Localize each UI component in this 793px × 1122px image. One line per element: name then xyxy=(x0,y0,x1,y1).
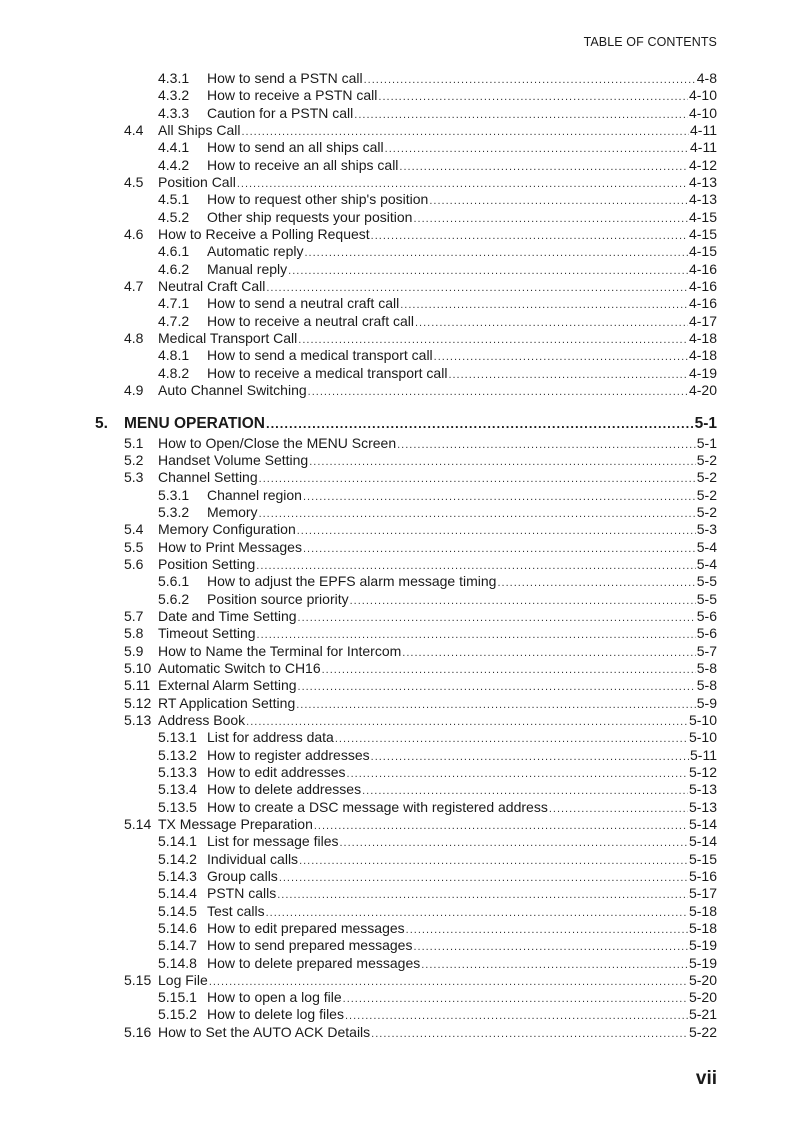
toc-entry-number: 5.14 xyxy=(124,815,152,832)
toc-entry-title: Timeout Setting xyxy=(158,625,256,642)
toc-entry-title: Position source priority xyxy=(207,590,349,607)
toc-entry-page: 4-15 xyxy=(688,225,717,242)
toc-entry-number: 5.16 xyxy=(124,1023,152,1040)
dot-leader xyxy=(371,1028,688,1040)
toc-entry-page: 5-20 xyxy=(688,989,717,1006)
toc-entry[interactable] xyxy=(158,729,717,747)
toc-entry[interactable] xyxy=(124,625,717,643)
toc-entry-page: 5-13 xyxy=(688,798,717,815)
toc-entry[interactable] xyxy=(124,174,717,192)
dot-leader xyxy=(241,126,689,138)
toc-entry-number: 4.7.1 xyxy=(158,295,190,312)
toc-entry-page: 5-9 xyxy=(696,694,717,711)
toc-entry-title: How to Receive a Polling Request xyxy=(158,225,370,242)
toc-entry-title: How to register addresses xyxy=(207,746,370,763)
dot-leader xyxy=(257,629,696,641)
toc-entry[interactable] xyxy=(124,643,717,661)
toc-entry-page: 4-15 xyxy=(688,243,717,260)
dot-leader xyxy=(322,664,696,676)
toc-entry-title: Automatic reply xyxy=(207,243,304,260)
toc-entry-page: 5-18 xyxy=(688,919,717,936)
toc-entry-title: How to send an all ships call xyxy=(207,139,384,156)
toc-entry-number: 5.6.1 xyxy=(158,573,190,590)
toc-entry-page: 5-15 xyxy=(688,850,717,867)
toc-entry-page: 5-6 xyxy=(696,625,717,642)
toc-entry-page: 5-14 xyxy=(688,833,717,850)
toc-entry[interactable] xyxy=(124,469,717,487)
toc-entry-title: Manual reply xyxy=(207,260,288,277)
toc-entry-page: 5-18 xyxy=(688,902,717,919)
toc-entry-title: How to edit addresses xyxy=(207,763,346,780)
toc-entry-title: How to Open/Close the MENU Screen xyxy=(158,434,397,451)
toc-entry-number: 5.14.1 xyxy=(158,833,197,850)
dot-leader xyxy=(277,889,688,901)
dot-leader xyxy=(364,74,696,86)
toc-entry-title: Handset Volume Setting xyxy=(158,451,309,468)
toc-entry-page: 4-15 xyxy=(688,208,717,225)
toc-entry-title: How to delete prepared messages xyxy=(207,954,421,971)
toc-entry-number: 5.13.1 xyxy=(158,729,197,746)
dot-leader xyxy=(371,230,688,242)
toc-entry-number: 5.14.8 xyxy=(158,954,197,971)
dot-leader xyxy=(298,612,696,624)
toc-entry-page: 5-6 xyxy=(696,607,717,624)
toc-entry-title: How to Print Messages xyxy=(158,538,302,555)
dot-leader xyxy=(421,959,688,971)
toc-entry[interactable] xyxy=(124,521,717,539)
dot-leader xyxy=(266,907,688,919)
toc-entry-page: 5-12 xyxy=(688,763,717,780)
toc-entry-number: 5.15.1 xyxy=(158,989,197,1006)
toc-entry-title: Date and Time Setting xyxy=(158,607,297,624)
toc-entry-number: 4.3.2 xyxy=(158,87,190,104)
toc-entry[interactable] xyxy=(158,487,717,505)
dot-leader xyxy=(209,976,688,988)
toc-entry[interactable] xyxy=(158,105,717,123)
toc-entry-page: 5-2 xyxy=(696,486,717,503)
dot-leader xyxy=(415,317,688,329)
toc-entry-title: Group calls xyxy=(207,867,278,884)
toc-entry-title: Test calls xyxy=(207,902,265,919)
toc-entry-number: 4.7.2 xyxy=(158,312,190,329)
toc-entry-page: 4-19 xyxy=(688,364,717,381)
toc-entry-page: 4-13 xyxy=(688,191,717,208)
dot-leader xyxy=(345,1010,688,1022)
toc-entry[interactable] xyxy=(158,781,717,799)
toc-entry-number: 4.7 xyxy=(124,277,144,294)
toc-entry-number: 5.9 xyxy=(124,642,144,659)
dot-leader xyxy=(448,369,688,381)
dot-leader xyxy=(303,543,696,555)
toc-entry-title: Other ship requests your position xyxy=(207,208,413,225)
toc-entry-title: External Alarm Setting xyxy=(158,677,297,694)
toc-entry-number: 4.5 xyxy=(124,173,144,190)
dot-leader xyxy=(256,560,695,572)
toc-entry-number: 4.5.2 xyxy=(158,208,190,225)
toc-entry-number: 4.8.1 xyxy=(158,347,190,364)
toc-entry-page: 5-19 xyxy=(688,954,717,971)
toc-entry[interactable] xyxy=(158,799,717,817)
dot-leader xyxy=(497,577,695,589)
toc-entry-title: How to send a PSTN call xyxy=(207,70,363,86)
toc-entry-page: 5-21 xyxy=(688,1006,717,1023)
toc-entry[interactable] xyxy=(124,1024,717,1042)
toc-entry-number: 5.15.2 xyxy=(158,1006,197,1023)
toc-entry[interactable] xyxy=(158,87,717,105)
toc-entry[interactable] xyxy=(158,139,717,157)
toc-entry-page: 5-22 xyxy=(688,1023,717,1040)
toc-entry-page: 5-19 xyxy=(688,937,717,954)
toc-entry-page: 4-11 xyxy=(690,121,717,138)
toc-entry-number: 5. xyxy=(95,415,108,433)
toc-entry-number: 4.5.1 xyxy=(158,191,190,208)
dot-leader xyxy=(429,195,688,207)
toc-entry-page: 4-17 xyxy=(688,312,717,329)
toc-entry-page: 4-12 xyxy=(688,156,717,173)
dot-leader xyxy=(397,439,696,451)
toc-entry[interactable] xyxy=(124,330,717,348)
dot-leader xyxy=(406,924,688,936)
toc-entry-page: 4-16 xyxy=(688,295,717,312)
toc-entry[interactable] xyxy=(158,261,717,279)
dot-leader xyxy=(371,751,689,763)
toc-entry-title: Position Call xyxy=(158,173,236,190)
dot-leader xyxy=(350,595,696,607)
toc-entry-title: Channel region xyxy=(207,486,302,503)
running-header: TABLE OF CONTENTS xyxy=(583,35,717,49)
toc-entry[interactable] xyxy=(158,157,717,175)
page-number: vii xyxy=(695,1068,717,1089)
toc-entry-number: 4.8.2 xyxy=(158,364,190,381)
dot-leader xyxy=(299,855,688,867)
toc-entry-number: 5.13.3 xyxy=(158,763,197,780)
toc-entry-title: How to open a log file xyxy=(207,989,342,1006)
toc-entry-number: 5.14.7 xyxy=(158,937,197,954)
toc-entry-title: How to Set the AUTO ACK Details xyxy=(158,1023,371,1040)
toc-entry-number: 4.6.2 xyxy=(158,260,190,277)
toc-entry-number: 5.3.2 xyxy=(158,503,190,520)
toc-entry[interactable] xyxy=(158,347,717,365)
toc-entry-number: 5.8 xyxy=(124,625,144,642)
toc-entry-title: Neutral Craft Call xyxy=(158,277,266,294)
toc-entry-page: 5-7 xyxy=(696,642,717,659)
toc-entry-number: 5.15 xyxy=(124,971,152,988)
toc-entry-page: 5-2 xyxy=(696,451,717,468)
toc-entry-page: 4-8 xyxy=(696,70,717,86)
toc-entry[interactable] xyxy=(158,764,717,782)
toc-entry-number: 5.14.4 xyxy=(158,885,197,902)
toc-entry[interactable] xyxy=(124,122,717,140)
toc-entry-number: 5.6 xyxy=(124,555,144,572)
toc-entry-number: 5.1 xyxy=(124,434,144,451)
toc-entry[interactable] xyxy=(158,209,717,227)
toc-entry-title: Caution for a PSTN call xyxy=(207,104,354,121)
toc-entry-page: 4-10 xyxy=(688,104,717,121)
toc-entry[interactable] xyxy=(124,226,717,244)
dot-leader xyxy=(309,456,696,468)
toc-entry-number: 5.13.4 xyxy=(158,781,197,798)
toc-entry-title: Position Setting xyxy=(158,555,256,572)
toc-entry-title: Automatic Switch to CH16 xyxy=(158,659,321,676)
toc-entry-page: 4-13 xyxy=(688,173,717,190)
toc-entry[interactable] xyxy=(158,70,717,88)
toc-entry-title: How to Name the Terminal for Intercom xyxy=(158,642,402,659)
dot-leader xyxy=(259,508,696,520)
toc-entry[interactable] xyxy=(158,573,717,591)
toc-entry-title: How to send prepared messages xyxy=(207,937,413,954)
dot-leader xyxy=(303,491,696,503)
toc-entry-title: How to send a neutral craft call xyxy=(207,295,400,312)
dot-leader xyxy=(354,109,688,121)
toc-entry-page: 5-10 xyxy=(688,729,717,746)
toc-entry-title: How to adjust the EPFS alarm message timing xyxy=(207,573,497,590)
toc-entry-page: 5-2 xyxy=(696,469,717,486)
toc-entry-title: PSTN calls xyxy=(207,885,277,902)
dot-leader xyxy=(314,820,688,832)
toc-entry-page: 4-20 xyxy=(688,381,717,398)
toc-entry-title: List for message files xyxy=(207,833,339,850)
toc-entry[interactable] xyxy=(124,278,717,296)
toc-entry[interactable] xyxy=(158,955,717,973)
toc-entry[interactable] xyxy=(158,989,717,1007)
toc-entry-page: 5-8 xyxy=(696,659,717,676)
toc-entry-page: 4-11 xyxy=(690,139,717,156)
toc-entry-page: 4-16 xyxy=(688,277,717,294)
toc-entry[interactable] xyxy=(124,382,717,400)
dot-leader xyxy=(304,247,687,259)
toc-entry-title: How to delete addresses xyxy=(207,781,362,798)
toc-entry-title: How to request other ship's position xyxy=(207,191,429,208)
toc-entry-title: RT Application Setting xyxy=(158,694,296,711)
dot-leader xyxy=(298,334,688,346)
toc-entry-number: 5.14.3 xyxy=(158,867,197,884)
dot-leader xyxy=(335,733,688,745)
toc-entry-title: Memory Configuration xyxy=(158,521,296,538)
toc-entry[interactable] xyxy=(158,747,717,765)
toc-entry-page: 5-5 xyxy=(696,573,717,590)
dot-leader xyxy=(297,525,696,537)
dot-leader xyxy=(347,768,688,780)
toc-entry-title: How to receive a medical transport call xyxy=(207,364,448,381)
toc-entry-number: 5.2 xyxy=(124,451,144,468)
toc-entry-page: 5-8 xyxy=(696,677,717,694)
toc-entry-page: 4-10 xyxy=(688,87,717,104)
toc-entry-title: Address Book xyxy=(158,711,246,728)
toc-entry-title: Memory xyxy=(207,503,258,520)
toc-entry-number: 4.4.1 xyxy=(158,139,190,156)
toc-entry-title: How to create a DSC message with registered address xyxy=(207,798,548,815)
dot-leader xyxy=(298,681,696,693)
toc-entry-title: How to receive a PSTN call xyxy=(207,87,378,104)
toc-entry[interactable] xyxy=(124,972,717,990)
dot-leader xyxy=(308,386,688,398)
toc-entry-number: 4.4.2 xyxy=(158,156,190,173)
toc-entry-title: Medical Transport Call xyxy=(158,329,298,346)
dot-leader xyxy=(343,993,688,1005)
toc-entry-number: 4.6.1 xyxy=(158,243,190,260)
dot-leader xyxy=(296,699,696,711)
dot-leader xyxy=(385,143,689,155)
dot-leader xyxy=(237,178,688,190)
toc-entry[interactable] xyxy=(124,608,717,626)
toc-entry[interactable] xyxy=(158,833,717,851)
toc-entry-page: 5-13 xyxy=(688,781,717,798)
toc-entry-number: 4.4 xyxy=(124,121,144,138)
toc-entry-number: 5.7 xyxy=(124,607,144,624)
toc-entry[interactable] xyxy=(158,903,717,921)
toc-entry-page: 5-2 xyxy=(696,503,717,520)
toc-entry-title: How to receive a neutral craft call xyxy=(207,312,414,329)
toc-entry-title: How to delete log files xyxy=(207,1006,344,1023)
toc-entry[interactable] xyxy=(158,295,717,313)
toc-entry-page: 5-10 xyxy=(688,711,717,728)
toc-entry-number: 4.3.1 xyxy=(158,70,190,86)
dot-leader xyxy=(266,416,694,431)
toc-entry[interactable] xyxy=(124,695,717,713)
dot-leader xyxy=(549,803,688,815)
toc-entry-number: 4.9 xyxy=(124,381,144,398)
toc-entry[interactable] xyxy=(124,539,717,557)
toc-entry-number: 5.13 xyxy=(124,711,152,728)
toc-entry[interactable] xyxy=(158,1006,717,1024)
toc-entry-page: 5-16 xyxy=(688,867,717,884)
toc-entry[interactable] xyxy=(158,243,717,261)
toc-entry-title: How to edit prepared messages xyxy=(207,919,405,936)
toc-entry-title: Auto Channel Switching xyxy=(158,381,307,398)
toc-entry[interactable] xyxy=(158,591,717,609)
toc-entry-page: 4-18 xyxy=(688,329,717,346)
toc-entry-page: 4-16 xyxy=(688,260,717,277)
toc-entry-number: 5.14.2 xyxy=(158,850,197,867)
toc-entry-number: 5.6.2 xyxy=(158,590,190,607)
toc-entry-title: All Ships Call xyxy=(158,121,241,138)
toc-entry-number: 5.4 xyxy=(124,521,144,538)
toc-entry-number: 5.3.1 xyxy=(158,486,190,503)
toc-entry-page: 5-20 xyxy=(688,971,717,988)
dot-leader xyxy=(266,282,688,294)
toc-entry[interactable] xyxy=(158,191,717,209)
toc-entry-page: 5-1 xyxy=(696,434,717,451)
toc-entry-page: 5-5 xyxy=(696,590,717,607)
toc-entry-number: 5.13.2 xyxy=(158,746,197,763)
dot-leader xyxy=(402,647,695,659)
dot-leader xyxy=(259,473,696,485)
toc-entry-page: 5-4 xyxy=(696,555,717,572)
toc-entry[interactable] xyxy=(124,556,717,574)
toc-entry-number: 5.12 xyxy=(124,694,152,711)
dot-leader xyxy=(400,299,688,311)
toc-entry-number: 5.14.5 xyxy=(158,902,197,919)
toc-entry-title: Channel Setting xyxy=(158,469,258,486)
toc-chapter-entry[interactable] xyxy=(95,415,717,433)
toc-entry-title: How to receive an all ships call xyxy=(207,156,399,173)
toc-entry-title: Log File xyxy=(158,971,208,988)
toc-entry[interactable] xyxy=(124,452,717,470)
toc-entry-page: 5-3 xyxy=(696,521,717,538)
toc-entry[interactable] xyxy=(158,937,717,955)
dot-leader xyxy=(399,161,688,173)
dot-leader xyxy=(378,91,688,103)
toc-entry-number: 5.5 xyxy=(124,538,144,555)
toc-entry[interactable] xyxy=(158,851,717,869)
toc-entry[interactable] xyxy=(158,885,717,903)
dot-leader xyxy=(246,716,688,728)
toc-entry[interactable] xyxy=(158,313,717,331)
toc-entry-number: 5.10 xyxy=(124,659,152,676)
toc-entry-number: 4.8 xyxy=(124,329,144,346)
toc-entry[interactable] xyxy=(124,677,717,695)
dot-leader xyxy=(288,265,688,277)
toc-entry-title: Individual calls xyxy=(207,850,299,867)
toc-entry-number: 5.3 xyxy=(124,469,144,486)
dot-leader xyxy=(362,785,688,797)
dot-leader xyxy=(279,872,688,884)
toc-entry-page: 5-1 xyxy=(694,415,717,433)
toc-entry-title: MENU OPERATION xyxy=(124,415,265,433)
toc-entry[interactable] xyxy=(158,920,717,938)
toc-entry-number: 5.14.6 xyxy=(158,919,197,936)
toc-entry[interactable] xyxy=(158,868,717,886)
toc-entry-page: 5-14 xyxy=(688,815,717,832)
toc-entry-title: List for address data xyxy=(207,729,334,746)
toc-entry-page: 5-11 xyxy=(690,746,717,763)
toc-entry[interactable] xyxy=(124,660,717,678)
toc-entry-page: 5-17 xyxy=(688,885,717,902)
dot-leader xyxy=(413,941,688,953)
dot-leader xyxy=(340,837,688,849)
toc-entry-number: 4.3.3 xyxy=(158,104,190,121)
toc-entry-page: 4-18 xyxy=(688,347,717,364)
dot-leader xyxy=(413,213,688,225)
toc-entry-number: 4.6 xyxy=(124,225,144,242)
toc-entry-title: How to send a medical transport call xyxy=(207,347,433,364)
toc-entry-number: 5.11 xyxy=(124,677,151,694)
toc-entry-title: TX Message Preparation xyxy=(158,815,313,832)
toc-entry-number: 5.13.5 xyxy=(158,798,197,815)
dot-leader xyxy=(434,351,688,363)
toc-entry-page: 5-4 xyxy=(696,538,717,555)
toc-entry[interactable] xyxy=(124,816,717,834)
toc-entry[interactable] xyxy=(158,504,717,522)
toc-entry[interactable] xyxy=(124,435,717,453)
toc-entry[interactable] xyxy=(158,365,717,383)
toc-entry[interactable] xyxy=(124,712,717,730)
